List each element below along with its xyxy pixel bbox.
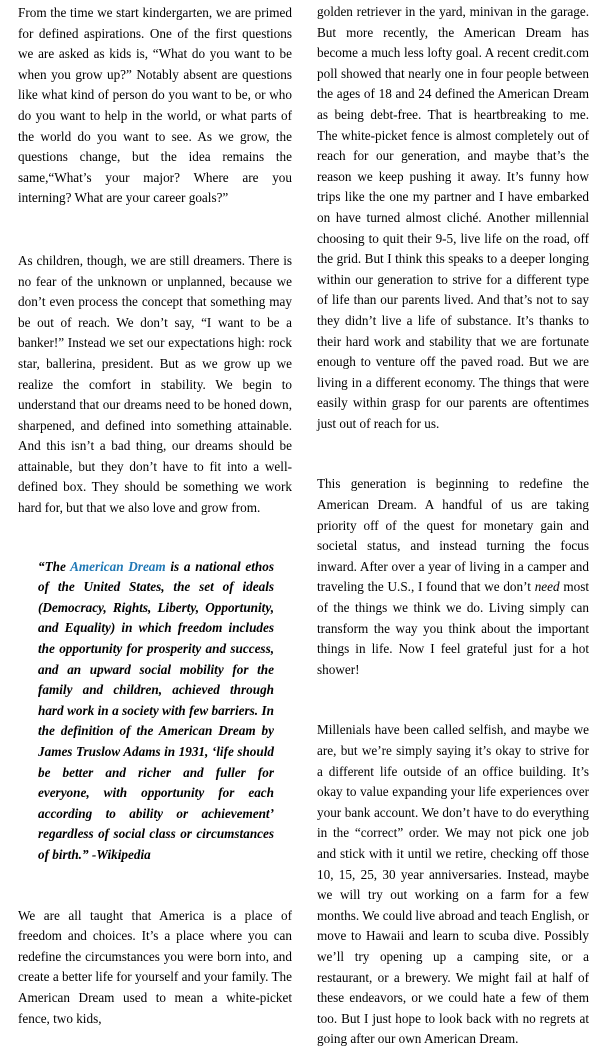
redefine-end: most of the things we think we do. Living simply can transform the way you think about the important things in life. Now I feel grateful just for a hot shower! (317, 579, 589, 677)
paragraph-spacer (18, 209, 292, 251)
redefine-start: This generation is beginning to redefine the American Dream. A handful of us are taking priority off of the quest for monetary gain and societal status, and instead turning the focus inward. After over a year of living in a camper and traveling the U.S., I found that we don’t (317, 476, 589, 595)
continued-paragraph: golden retriever in the yard, minivan in the garage. But more recently, the American Dream has become a much less lofty goal. A recent credit.com poll showed that nearly one in four people between the ages of 18 and 24 defined the American Dream as being debt-free. That is heartbreaking to me. The white-picket fence is almost completely out of reach for our generation, and maybe that’s the reason we keep pushing it away. It’s funny how trips like the one my partner and I have embarked on have turned almost cliché. Another millennial choosing to quit their 9-5, live life on the road, off the grid. But I think this speaks to a deeper longing within our generation to strive for a different type of life than our parents lived. And that’s not to say they didn’t live a life of substance. It’s thanks to their hard work and stability that we are fortunate enough to venture off the paved road. But we are living in a different economy. The things that were easily within grasp for our parents are oftentimes just out of reach for us. (317, 4, 589, 431)
quote-highlight: American Dream (70, 558, 166, 574)
emphasis-word: need (534, 579, 560, 595)
paragraph-spacer (317, 434, 589, 474)
right-column (317, 0, 589, 1050)
quote-prefix: “The (38, 558, 71, 574)
redefine-paragraph (317, 474, 589, 680)
quote-body: is a national ethos of the United States, the set of ideals (Democracy, Rights, Liberty, Opportunity, and Equality) in which freedom includes the opportunity for prosperity and success, and an upward social mobility for the family and children, achieved through hard work in a society with few barriers. In the definition of the American Dream by James Truslow Adams in 1931, ‘life should be better and richer and fuller for everyone, with opportunity for each according to ability or achievement’ regardless of social class or circumstances of birth.” -Wikipedia (38, 558, 274, 862)
intro-paragraph: From the time we start kindergarten, we are primed for defined aspirations. One of the first questions we are asked as kids is, “What do you want to be when you grow up?” Notably absent are questions like what kind of person do you want to be, or who do you want to help in the world, or what parts of the world do you want to see. As we grow, the questions change, but the idea remains the same,“What’s your major? Where are you interning? What are your career goals?” (18, 5, 292, 206)
wikipedia-quote (38, 557, 274, 866)
millenials-paragraph: Millenials have been called selfish, and maybe we are, but we’re simply saying it’s okay to strive for a different life outside of an office building. It’s okay to value expanding your life experiences over your bank account. We don’t have to do everything in the “correct” order. We may not pick one job and stick with it until we retire, checking off those 10, 15, 25, 30 year anniversaries. Instead, maybe we will try out working on a farm for a few months. We could live abroad and teach English, or move to Hawaii and learn to scuba dive. Possibly we’ll try opening up a camping site, or a restaurant, or a brewery. We might fail at half of these endeavors, or we could hate a few of them too. But I just hope to look back with no regrets at going after our own American Dream. (317, 722, 589, 1047)
paragraph-spacer (317, 680, 589, 720)
freedom-paragraph: We are all taught that America is a place of freedom and choices. It’s a place where you can redefine the circumstances you were born into, and create a better life for yourself and your family. The American Dream used to mean a white-picket fence, two kids, (18, 907, 292, 1026)
dreamers-paragraph: As children, though, we are still dreamers. There is no fear of the unknown or unplanned, because we don’t even process the concept that something may be out of reach. We don’t say, “I want to be a banker!” Instead we set our expectations high: rock star, ballerina, president. But as we grow up we realize the comfort in stability. We begin to understand that our dreams need to be honed down, sharpened, and defined into something attainable. And this isn’t a bad thing, our dreams should be attainable, but they don’t have to fit into a well-defined box. They should be something we work hard for, but that we also love and grow from. (18, 252, 292, 516)
left-column (18, 0, 292, 1029)
